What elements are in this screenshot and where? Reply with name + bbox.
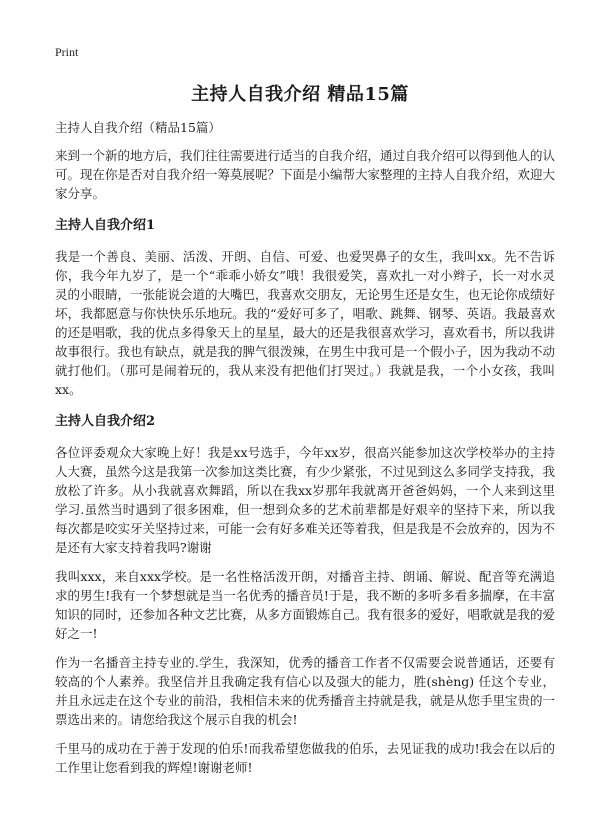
section-heading: 主持人自我介绍1 <box>55 218 156 233</box>
section-paragraph: 千里马的成功在于善于发现的伯乐!而我希望您做我的伯乐，去见证我的成功!我会在以后的工作里让您看到我的辉煌!谢谢老师! <box>55 741 555 775</box>
section-paragraph: 我叫xxx，来自xxx学校。是一名性格活泼开朗，对播音主持、朗诵、解说、配音等充满追求的男生!我有一个梦想就是当一名优秀的播音员!于是，我不断的多听多看多揣摩，在丰富知识的同时，还参加各种文艺比赛，从多方面锻炼自己。我有很多的爱好，唱歌就是我的爱好之一! <box>55 569 556 641</box>
page-title: 主持人自我介绍 精品15篇 <box>191 84 409 105</box>
print-label: Print <box>55 45 79 59</box>
section-paragraph: 各位评委观众大家晚上好！我是xx号选手，今年xx岁，很高兴能参加这次学校举办的主持人大赛，虽然今这是我第一次参加这类比赛，有少少紧张，不过见到这么多同学支持我，我放松了许多。从小我就喜欢舞蹈，所以在我xx岁那年我就离开爸爸妈妈，一个人来到这里学习.虽然当时遇到了很多困难，但一想到众多的艺术前辈都是好艰辛的坚持下来，所以我每次都是咬实牙关坚持过来，可能一会有好多难关还等着我，但是我是不会放弃的，因为不是还有大家支持着我吗?谢谢 <box>55 445 556 555</box>
section-paragraph: 我是一个善良、美丽、活泼、开朗、自信、可爱、也爱哭鼻子的女生，我叫xx。先不告诉你，我今年九岁了，是一个“乖乖小娇女”哦！我很爱笑，喜欢扎一对小辫子，长一对水灵灵的小眼睛，一张能说会道的大嘴巴，我喜欢交朋友，无论男生还是女生，也无论你成绩好坏，我都愿意与你快快乐乐地玩。我的“爱好可多了，唱歌、跳舞、钢琴、英语。我最喜欢的还是唱歌，我的优点多得象天上的星星，最大的还是我很喜欢学习，喜欢看书，所以我讲故事很行。我也有缺点，就是我的脾气很泼辣，在男生中我可是一个假小子，因为我动不动就打他们。（那可是闹着玩的，我从来没有把他们打哭过。）我就是我，一个小女孩，我叫xx。 <box>55 249 556 397</box>
section-heading: 主持人自我介绍2 <box>55 414 156 429</box>
document-body <box>55 118 555 777</box>
document-subtitle: 主持人自我介绍（精品15篇） <box>55 120 221 135</box>
intro-paragraph: 来到一个新的地方后，我们往往需要进行适当的自我介绍，通过自我介绍可以得到他人的认可。现在你是否对自我介绍一筹莫展呢？下面是小编帮大家整理的主持人自我介绍，欢迎大家分享。 <box>55 148 556 201</box>
section-paragraph: 作为一名播音主持专业的.学生，我深知，优秀的播音工作者不仅需要会说普通话，还要有较高的个人素养。我坚信并且我确定我有信心以及强大的能力，胜(shèng) 任这个专业，并且永远走在这个专业的前沿，我相信未来的优秀播音主持就是我，就是从您手里宝贵的一票选出来的。请您给我这个展示自我的机会! <box>55 655 556 727</box>
